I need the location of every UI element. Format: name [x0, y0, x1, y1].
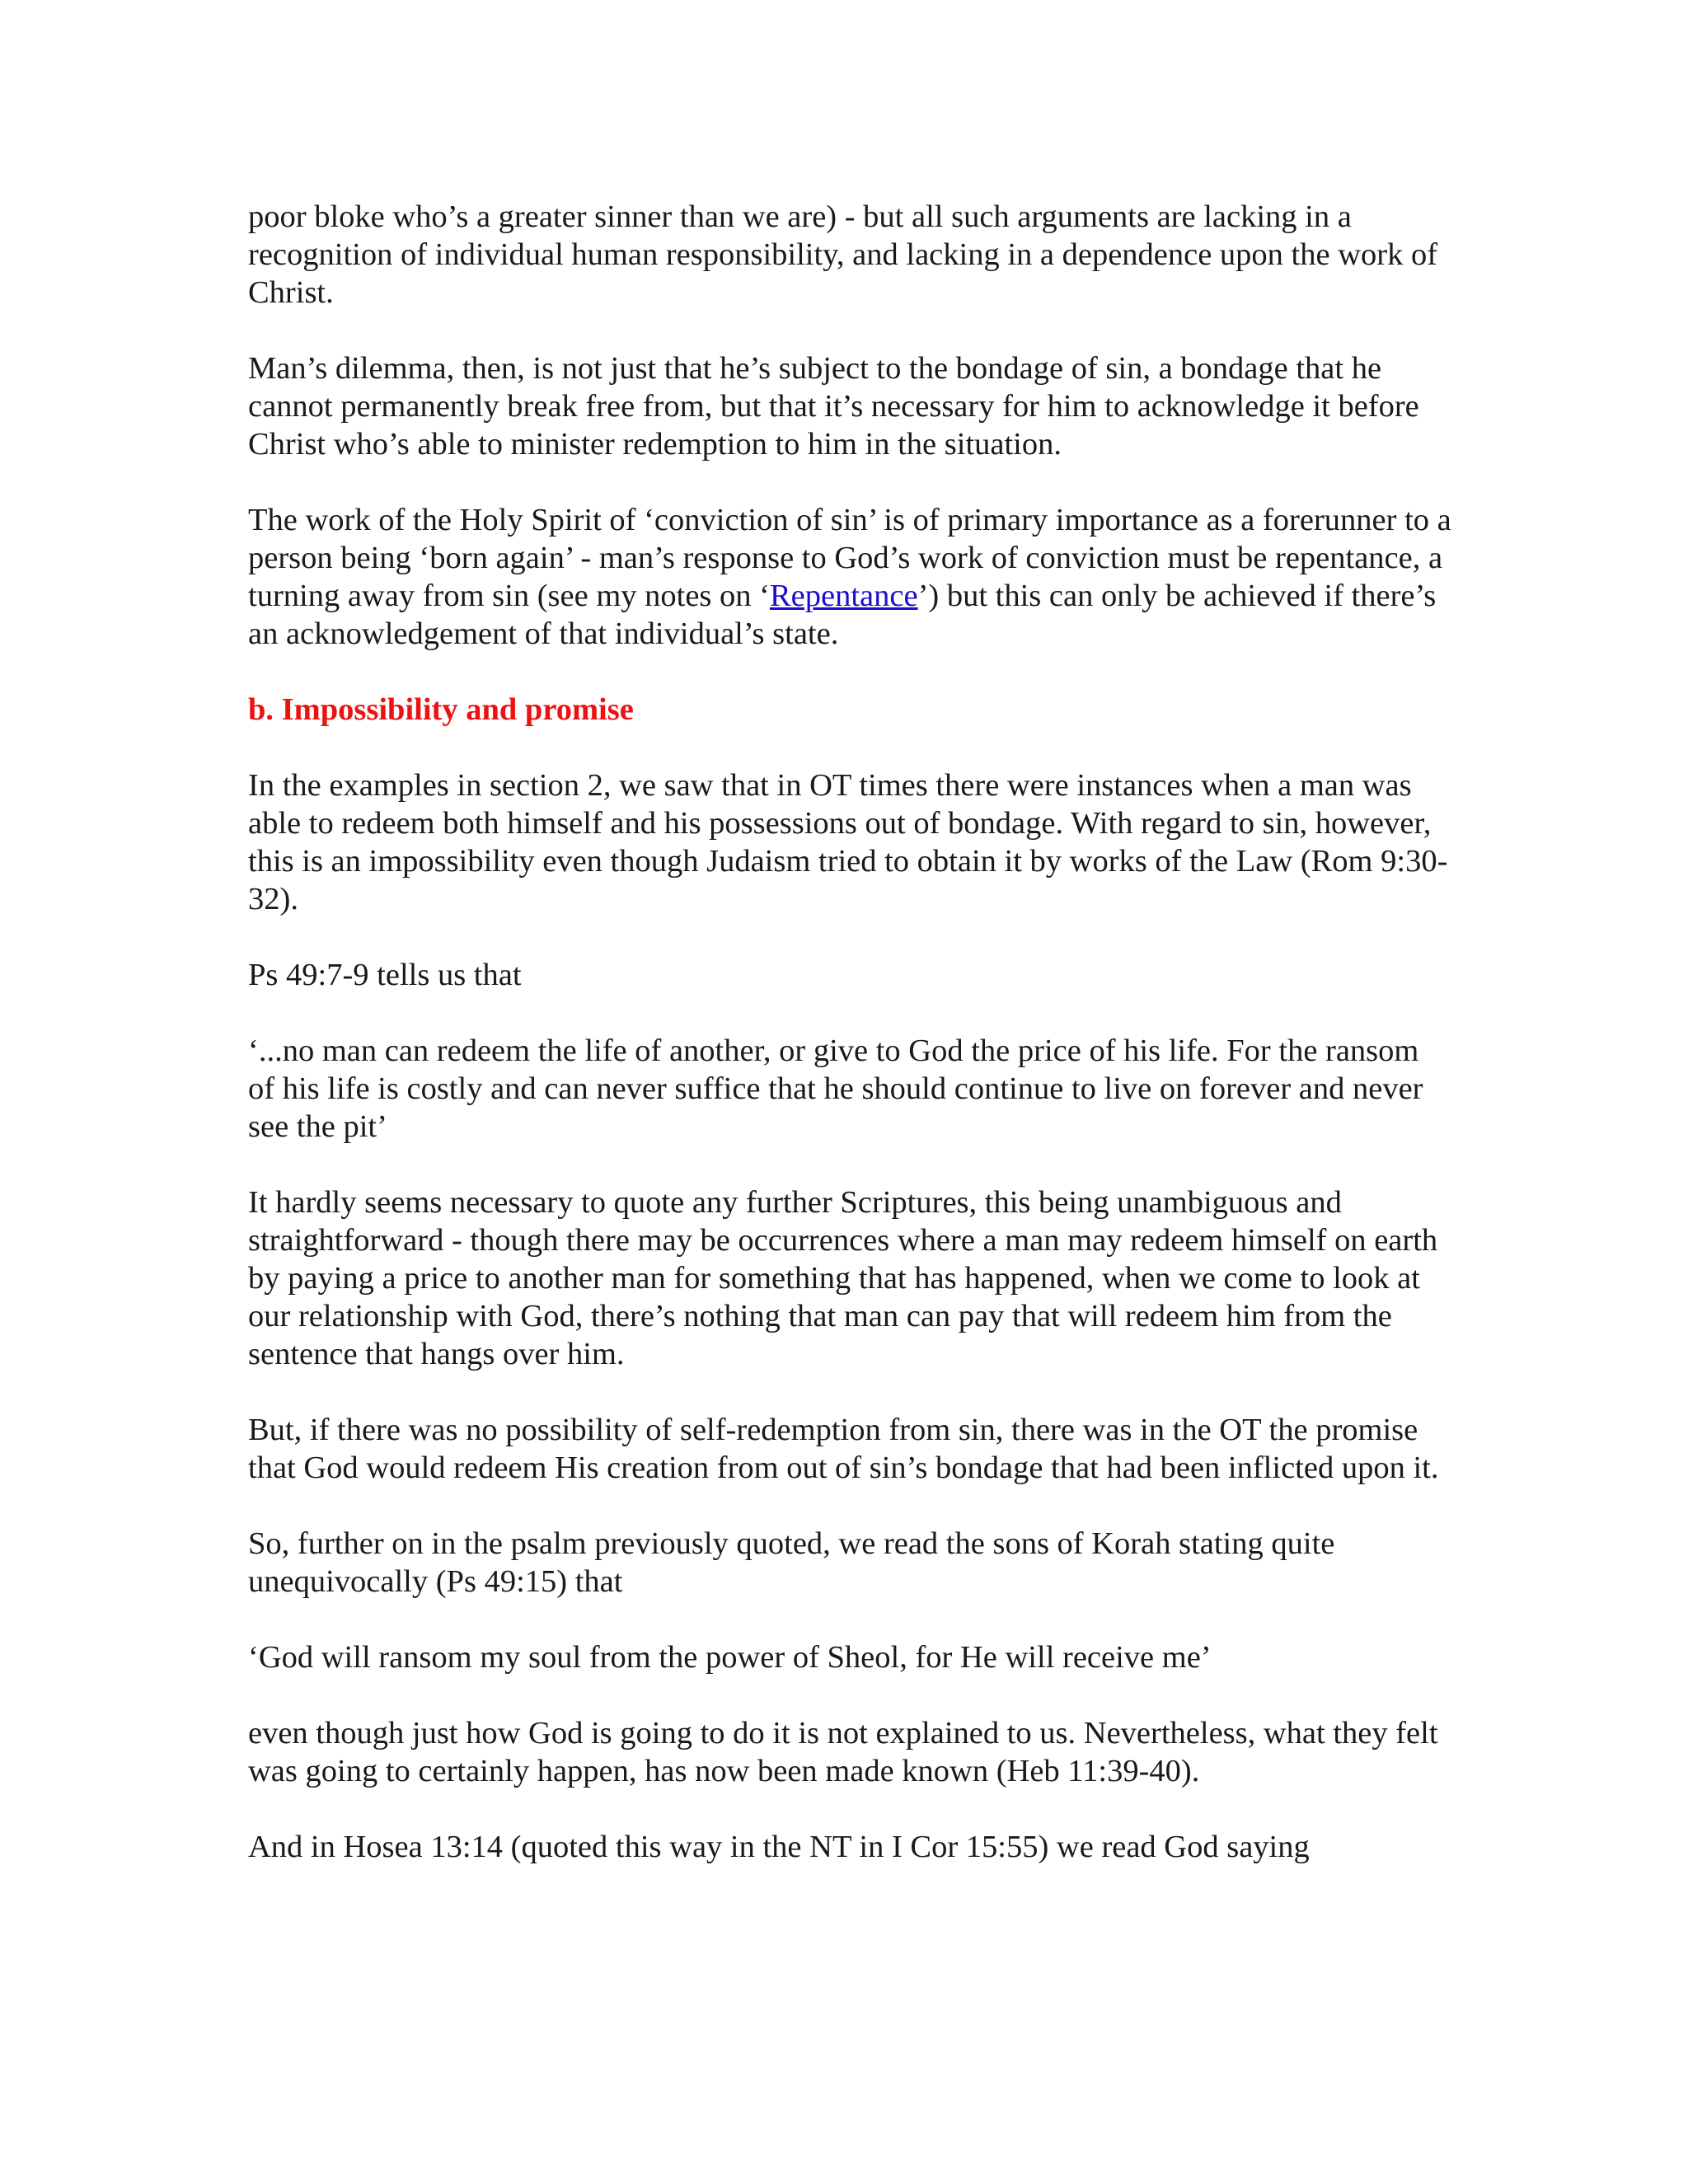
paragraph-sons-of-korah: So, further on in the psalm previously quoted, we read the sons of Korah stating quite unequivocally (Ps 49:15) that	[248, 1526, 1335, 1599]
quote-psalm-49-7-9: ‘...no man can redeem the life of another, or give to God the price of his life. For the ransom of his life is costly and can never suffice that he should continue to live on forever and never see the pit’	[248, 1033, 1423, 1144]
conviction-text-after-link: ’) but this can only be achieved if there’s an acknowledgement of that individual’s state.	[248, 579, 1437, 651]
paragraph-psalm-intro: Ps 49:7-9 tells us that	[248, 958, 522, 992]
conviction-text-before-link: The work of the Holy Spirit of ‘conviction of sin’ is of primary importance as a forerunner to a person being ‘born again’ - man’s response to God’s work of conviction must be repentance, a turning away from sin (see my notes on ‘	[248, 503, 1451, 613]
paragraph-made-known: even though just how God is going to do it is not explained to us. Nevertheless, what they felt was going to certainly happen, has now been made known (Heb 11:39-40).	[248, 1716, 1438, 1788]
document-page	[248, 198, 1451, 1904]
paragraph-mans-dilemma: Man’s dilemma, then, is not just that he’s subject to the bondage of sin, a bondage that he cannot permanently break free from, but that it’s necessary for him to acknowledge it before Christ who’s able to minister redemption to him in the situation.	[248, 351, 1419, 462]
paragraph-arguments-conclusion: poor bloke who’s a greater sinner than we are) - but all such arguments are lacking in a recognition of individual human responsibility, and lacking in a dependence upon the work of Christ.	[248, 199, 1438, 310]
paragraph-promise-of-redemption: But, if there was no possibility of self-redemption from sin, there was in the OT the promise that God would redeem His creation from out of sin’s bondage that had been inflicted upon it.	[248, 1413, 1439, 1485]
quote-psalm-49-15: ‘God will ransom my soul from the power of Sheol, for He will receive me’	[248, 1640, 1212, 1675]
paragraph-no-further-scriptures: It hardly seems necessary to quote any further Scriptures, this being unambiguous and straightforward - though there may be occurrences where a man may redeem himself on earth by paying a price to another man for something that has happened, when we come to look at our relationship with God, there’s nothing that man can pay that will redeem him from the sentence that hangs over him.	[248, 1185, 1438, 1371]
paragraph-ot-examples: In the examples in section 2, we saw that in OT times there were instances when a man was able to redeem both himself and his possessions out of bondage. With regard to sin, however, this is an impossibility even though Judaism tried to obtain it by works of the Law (Rom 9:30-32).	[248, 768, 1448, 916]
section-heading-impossibility-and-promise: b. Impossibility and promise	[248, 692, 634, 727]
repentance-link[interactable]: Repentance	[769, 579, 918, 613]
paragraph-conviction-of-sin	[248, 501, 1451, 653]
paragraph-hosea: And in Hosea 13:14 (quoted this way in the NT in I Cor 15:55) we read God saying	[248, 1830, 1310, 1864]
